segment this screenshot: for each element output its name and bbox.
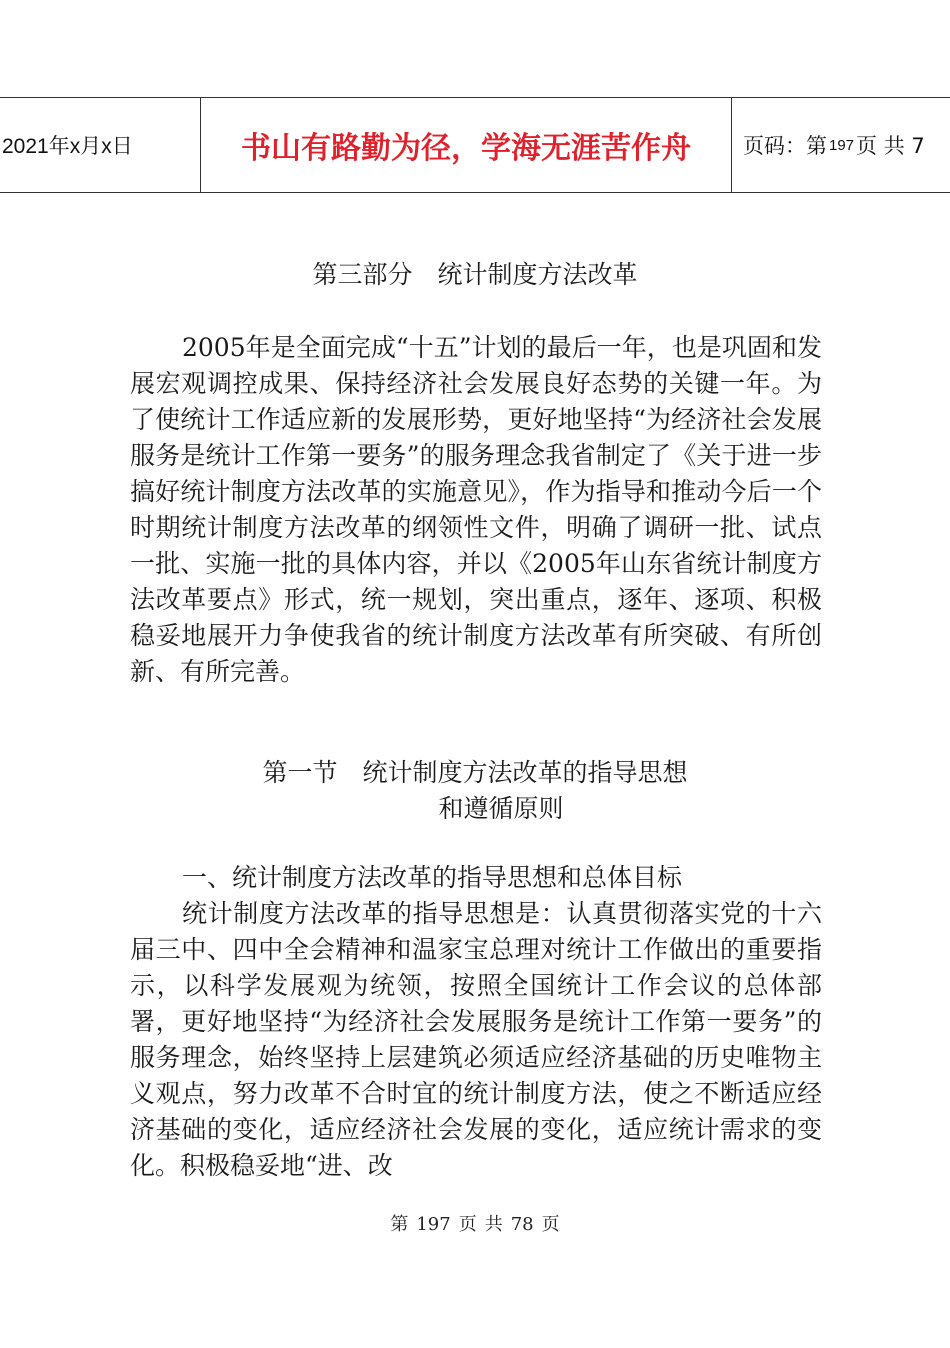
header-page-prefix: 页码：第 (743, 134, 827, 158)
header-page-number: 197 (829, 136, 855, 154)
part-title: 第三部分 统计制度方法改革 (312, 260, 638, 289)
footer-current-page: 197 (416, 1214, 451, 1235)
header-page-total: 页 共 7 (856, 134, 925, 158)
body-paragraph: 统计制度方法改革的指导思想是：认真贯彻落实党的十六届三中、四中全会精神和温家宝总理对统计工作做出的重要指示，以科学发展观为统领，按照全国统计工作会议的总体部署，更好地坚持“为经济社会发展服务是统计工作第一要务”的服务理念，始终坚持上层建筑必须适应经济基础的历史唯物主义观点，努力改革不合时宜的统计制度方法，使之不断适应经济基础的变化，适应经济社会发展的变化，适应统计需求的变化。积极稳妥地“进、改 (130, 899, 822, 1180)
subsection-title: 一、统计制度方法改革的指导思想和总体目标 (182, 863, 683, 892)
footer-total-pages: 78 (510, 1214, 534, 1235)
section-title-line2: 和遵循原则 (438, 794, 564, 823)
section-title-line1: 第一节 统计制度方法改革的指导思想 (262, 758, 688, 787)
footer-label-1: 第 (390, 1214, 409, 1235)
section-title (0, 755, 950, 827)
page-footer (0, 1210, 950, 1236)
footer-label-3: 共 (484, 1214, 503, 1235)
header-page-info (731, 98, 950, 192)
intro-paragraph: 2005年是全面完成“十五”计划的最后一年，也是巩固和发展宏观调控成果、保持经济社会发展良好态势的关键一年。为了使统计工作适应新的发展形势，更好地坚持“为经济社会发展服务是统计工作第一要务”的服务理念我省制定了《关于进一步搞好统计制度方法改革的实施意见》，作为指导和推动今后一个时期统计制度方法改革的纲领性文件，明确了调研一批、试点一批、实施一批的具体内容，并以《2005年山东省统计制度方法改革要点》形式，统一规划，突出重点，逐年、逐项、积极稳妥地展开力争使我省的统计制度方法改革有所突破、有所创新、有所完善。 (130, 333, 822, 686)
header-motto: 书山有路勤为径，学海无涯苦作舟 (200, 98, 732, 192)
page-header (0, 97, 950, 193)
footer-label-2: 页 (458, 1214, 477, 1235)
header-date: 2021年x月x日 (2, 135, 133, 158)
footer-label-4: 页 (541, 1214, 560, 1235)
